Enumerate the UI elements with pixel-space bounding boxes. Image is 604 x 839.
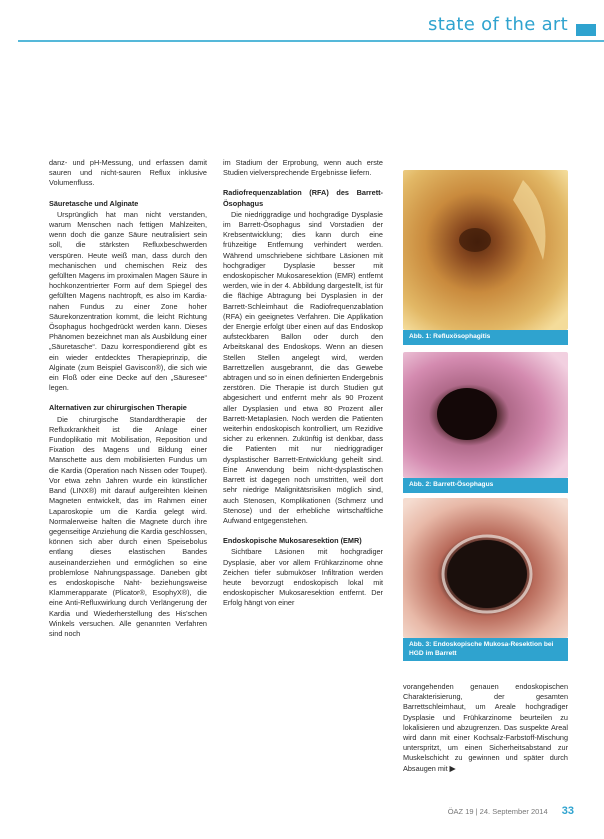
- column-1: [49, 158, 207, 639]
- header-rule: [18, 40, 604, 42]
- col3-paragraph: [403, 682, 568, 774]
- heading-alternativen: Alternativen zur chirurgischen Therapie: [49, 403, 187, 413]
- endoscopy-image-2: [403, 352, 568, 478]
- column-2: [223, 158, 383, 609]
- footer: [448, 805, 574, 817]
- column-3: [403, 682, 568, 774]
- section-marker: [576, 24, 596, 36]
- col2-paragraph-2: Sichtbare Läsionen mit hochgradiger Dysplasie, aber vor allem Frühkarzinome ohne Zeichen tiefer submuköser Infiltration werden heute bevorzugt endoskopisch lokal mit endoskopischer Mukosaresektion entfernt. Der Erfolg hängt von einer: [223, 547, 383, 608]
- continue-arrow-icon: ▶: [449, 763, 456, 773]
- figure-2-caption: Abb. 2: Barrett-Ösophagus: [403, 478, 568, 493]
- figure-1-caption: Abb. 1: Refluxösophagitis: [403, 330, 568, 345]
- endoscopy-image-1: [403, 170, 568, 330]
- col1-paragraph-2: Die chirurgische Standardtherapie der Refluxkrankheit ist die Anlage einer Fundoplikatio mit Mobilisation, Reposition und Fixation des Magens und Bildung einer Manschette aus dem mobilisierten Fundus um die Kardia (Operation nach Nissen oder Toupet). Vor etwa zehn Jahren wurde ein künstlicher Band (LINX®) mit darauf aufgereihten kleinen Magneten entwickelt, das im Rahmen einer Laparoskopie um die Kardia gelegt wird. Normalerweise halten die Magnete durch ihre gegenseitige Anziehung die Kardia geschlossen, können sich aber durch einen Speisebolus entlang dieses elastischen Bandes auseinanderziehen und ermöglichen so eine problemlose Nahrungspassage. Daneben gibt es endoskopische Naht- beziehungsweise Klammerapparate (Plicator®, EsophyX®), die eine Anti-Refluxwirkung durch Verlängerung der Kardia und Wiederherstellung des His'schen Winkels versuchen. Alle genannten Verfahren sind noch: [49, 414, 207, 638]
- endoscopy-image-3: [403, 498, 568, 638]
- col3-text: vorangehenden genauen endoskopischen Charakterisierung, der gesamten Barrettschleimhaut, um Areale hochgradiger Dysplasie und Frühkarzinome beurteilen zu lokalisieren und abzugrenzen. Das suspekte Areal wird dann mit einer Kochsalz-Farbstoff-Mischung unterspritzt, um einen Sicherheitsabstand zur Muskelschicht zu gewinnen und später durch Absaugen mit: [403, 682, 568, 773]
- heading-rfa: Radiofrequenzablation (RFA) des Barrett-Ösophagus: [223, 188, 383, 208]
- issue-info: ÖAZ 19 | 24. September 2014: [447, 807, 548, 816]
- page-number: 33: [561, 805, 574, 817]
- heading-emr: Endoskopische Mukosaresektion (EMR): [223, 536, 362, 546]
- section-title: state of the art: [428, 14, 568, 35]
- col2-intro: im Stadium der Erprobung, wenn auch erste Studien vielversprechende Ergebnisse liefern.: [223, 158, 383, 178]
- col1-intro: danz- und pH-Messung, und erfassen damit sauren und nicht-sauren Reflux inklusive Volumenfluss.: [49, 158, 207, 188]
- col1-paragraph-1: Ursprünglich hat man nicht verstanden, warum Menschen nach fettigen Mahlzeiten, wenn doch die ganze Säure neutralisiert sein soll, die stärksten Refluxbeschwerden verspüren. Heute weiß man, dass durch den mechanischen und chemischen Reiz des gefüllten Magens im proximalen Magen Säure in hochkonzentrierter Form auf dem Spiegel des gefüllten Magens nachtropft, es also im Kardia-nahen Fundus zu einer Zone hoher Säurekonzentration kommt, die leicht Richtung Ösophagus hochgedrückt werden kann. Dieses Phänomen bezeichnet man als Ausbildung einer „Säuretasche“. Dazu korrespondierend gibt es ein wieder entdecktes Therapieprinzip, die Alginate (zum Beispiel Gaviscon®), die sich wie ein Floß oder eine Decke auf den „Säuresee“ legen.: [49, 209, 207, 393]
- col2-paragraph-1: Die niedriggradige und hochgradige Dysplasie im Barrett-Ösophagus sind Vorstadien der Krebsentwicklung; dies kann durch eine frühzeitige Entfernung verhindert werden. Während umschriebene sichtbare Läsionen mit hochgradiger Dysplasie besser mit endoskopischer Mukosaresektion (EMR) entfernt werden, wie in der 4. Abbildung dargestellt, ist für die flächige Abtragung bei Dysplasien in der Barrett-Schleimhaut die Radiofrequenzablation (RFA) ein geeignetes Verfahren. Die Applikation der Energie erfolgt über einen auf das Endoskop aufsteckbaren Ballon oder durch den Arbeitskanal des Endoskops. Wenn an diesen Stellen Stellen angelegt wird, werden Barrettzellen ausgebrannt, die das Gewebe abtragen und so in einen definierten Endergebnis zerstören. Die Therapie ist durch Studien gut abgesichert und entfernt mehr als 90 Prozent aller Dysplasien und etwa 80 Prozent aller Barrett-Metaplasien. Noch werden die Patienten weiterhin endoskopisch kontrolliert, um Rezidive sicher zu erkennen. Zukünftig ist denkbar, dass die Patienten mit nur niedriggradiger dysplastischer Barrett-Entwicklung geheilt sind. Eine Anwendung beim nicht-dysplastischen Barrett ist dagegen noch umstritten, weil dort sehr niedrige Malignitätsrisiken möglich sind, auch Stenosen, Komplikationen (Schmerz und Stenose) und der erhebliche wirtschaftliche Aufwand entgegenstehen.: [223, 209, 383, 525]
- heading-saeuretasche: Säuretasche und Alginate: [49, 198, 139, 208]
- figure-3-caption: Abb. 3: Endoskopische Mukosa-Resektion bei HGD im Barrett: [403, 638, 568, 661]
